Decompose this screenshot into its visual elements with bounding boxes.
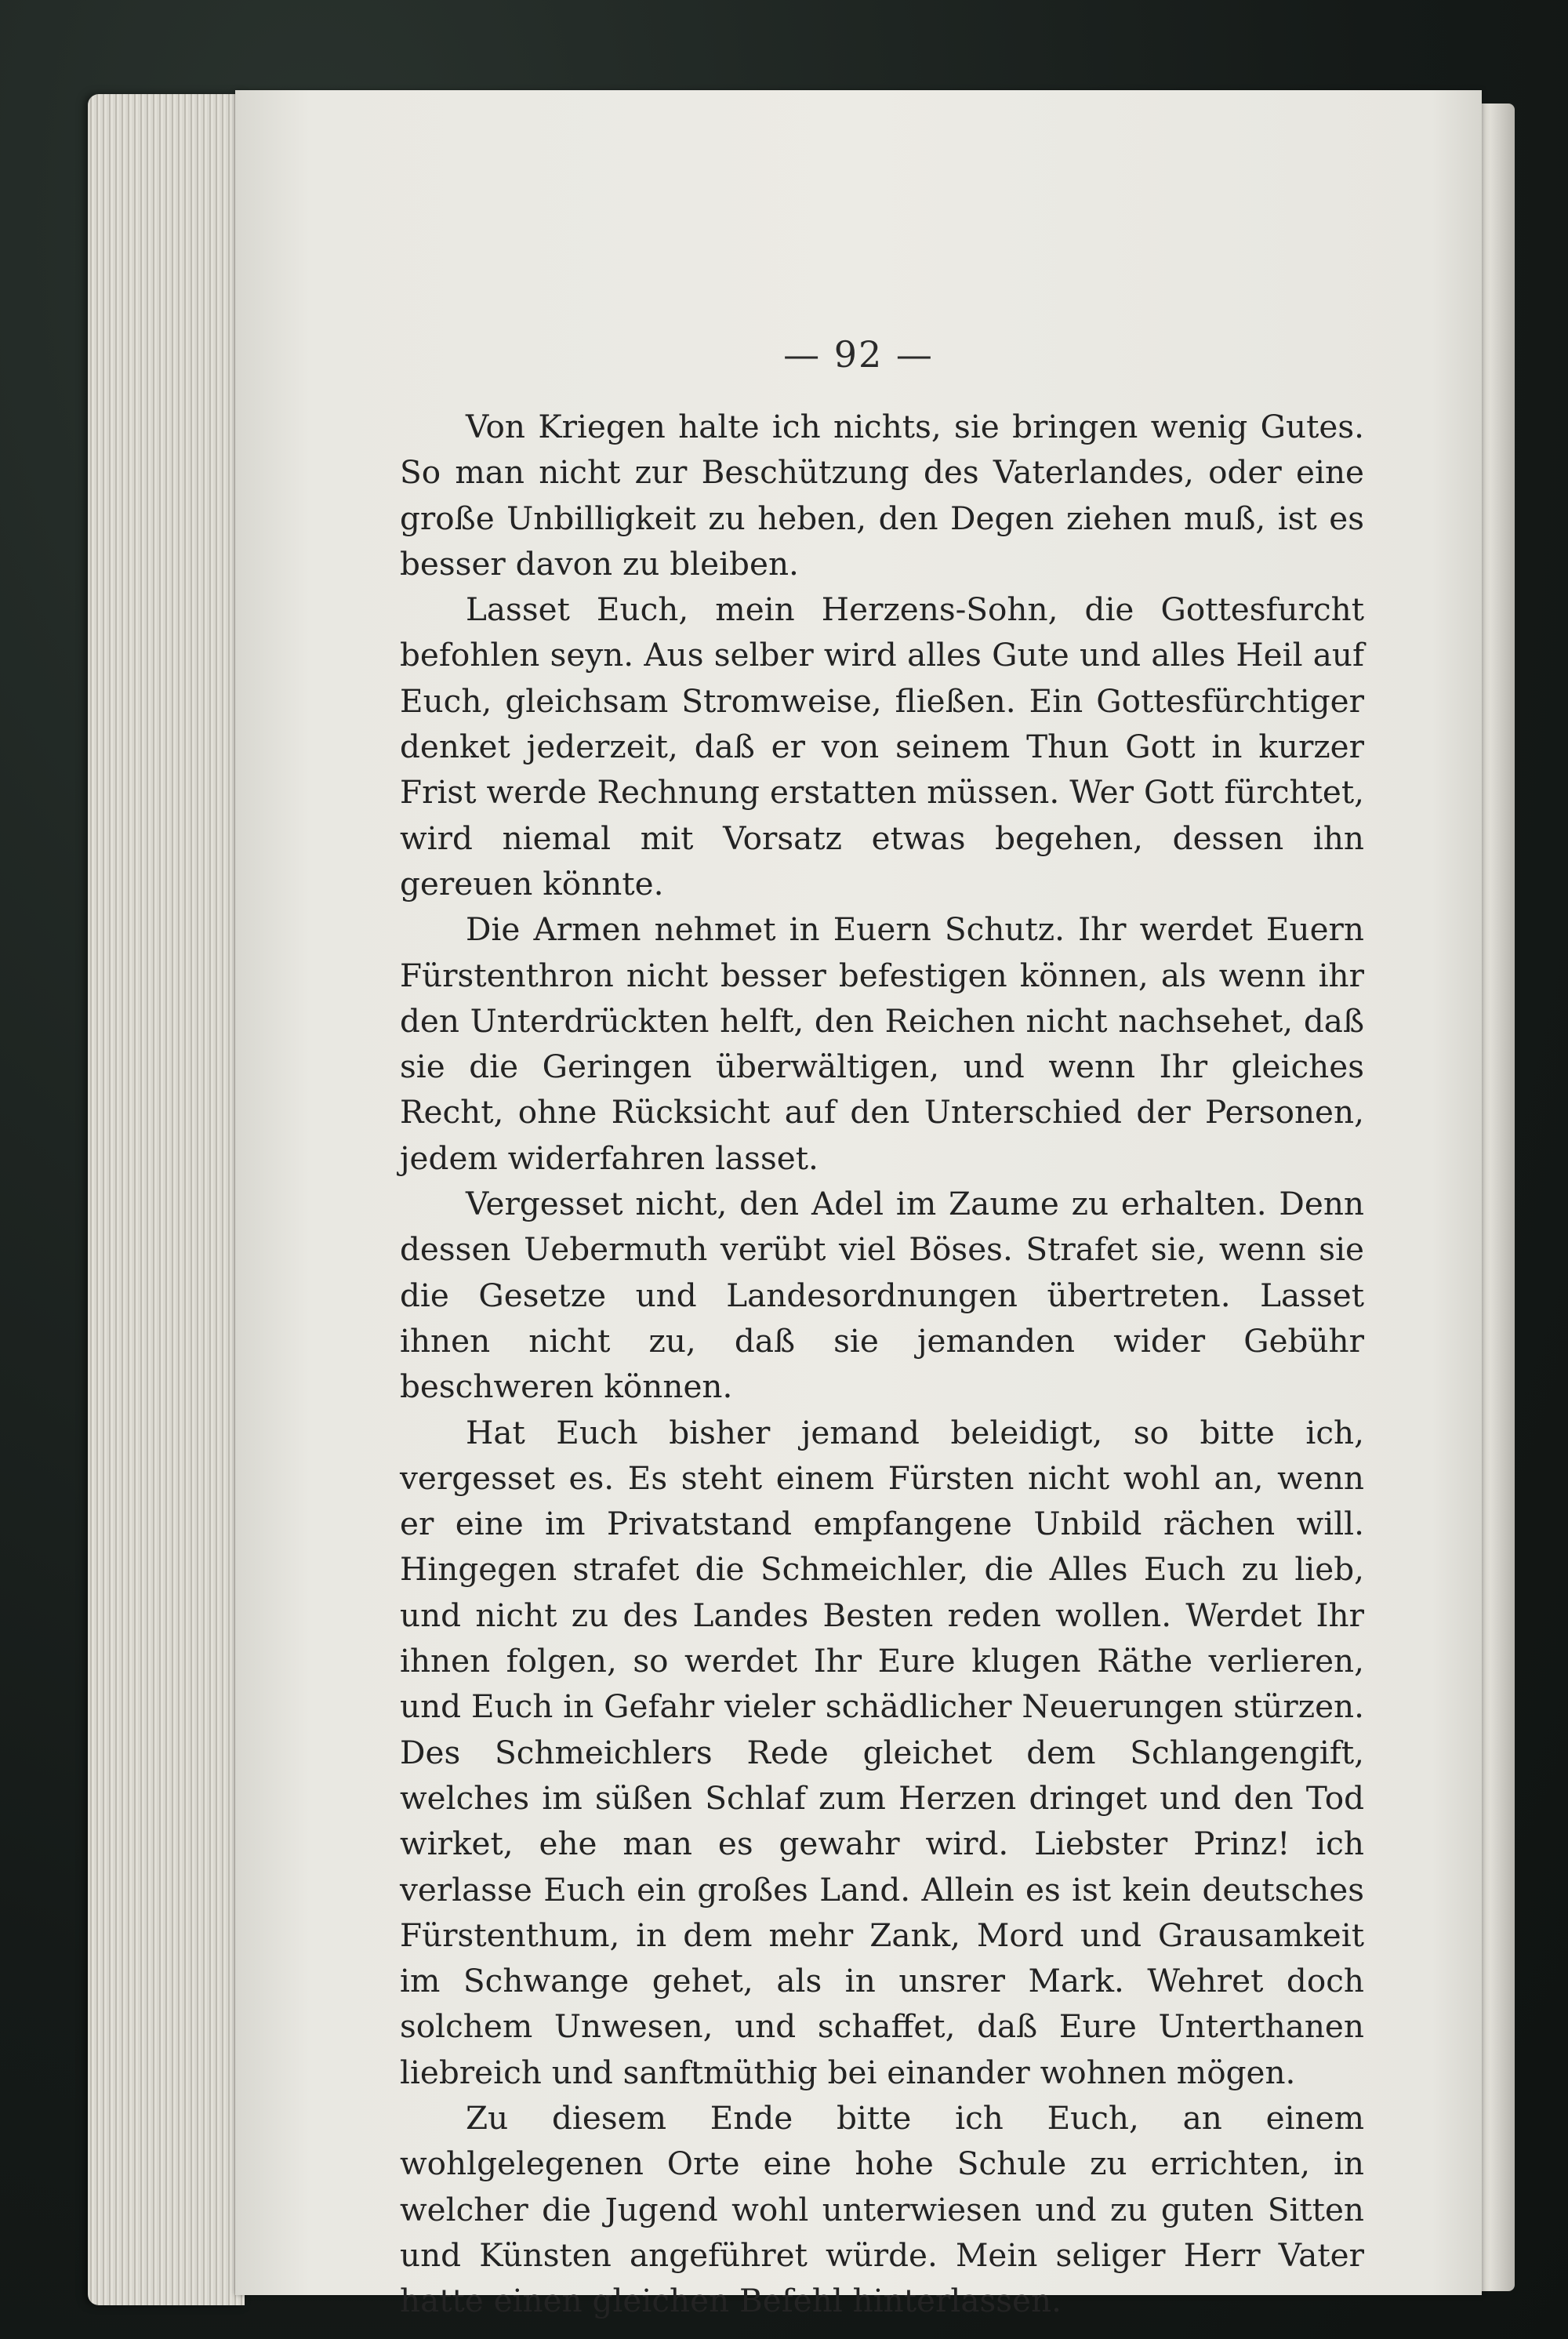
paragraph: Die Armen nehmet in Euern Schutz. Ihr werdet Euern Fürstenthron nicht besser befestigen können, als wenn ihr den Unterdrückten helft, den Reichen nicht nachsehet, daß sie die Geringen überwältigen, und wenn Ihr gleiches Recht, ohne Rücksicht auf den Unterschied der Personen, jedem widerfahren lasset. [400,910,1364,1177]
paragraph: Lasset Euch, mein Herzens-Sohn, die Gottesfurcht befohlen seyn. Aus selber wird alles Gute und alles Heil auf Euch, gleichsam Stromweise, fließen. Ein Gottesfürchtiger denket jederzeit, daß er von seinem Thun Gott in kurzer Frist werde Rechnung erstatten müssen. Wer Gott fürchtet, wird niemal mit Vorsatz etwas begehen, dessen ihn gereuen könnte. [400,590,1364,903]
paragraph: Von Kriegen halte ich nichts, sie bringen wenig Gutes. So man nicht zur Beschützung des Vaterlandes, oder eine große Unbilligkeit zu heben, den Degen ziehen muß, ist es besser davon zu bleiben. [400,408,1364,583]
paragraph: Zu diesem Ende bitte ich Euch, an einem wohlgelegenen Orte eine hohe Schule zu errichten, in welcher die Jugend wohl unterwiesen und zu guten Sitten und Künsten angeführet würde. Mein seliger Herr Vater hatte einen gleichen Befehl hinterlassen. [400,2098,1364,2320]
page-number: — 92 — [783,333,934,376]
paragraph: Hat Euch bisher jemand beleidigt, so bitte ich, vergesset es. Es steht einem Fürsten nicht wohl an, wenn er eine im Privatstand empfangene Unbild rächen will. Hingegen strafet die Schmeichler, die Alles Euch zu lieb, und nicht zu des Landes Besten reden wollen. Werdet Ihr ihnen folgen, so werdet Ihr Eure klugen Räthe verlieren, und Euch in Gefahr vieler schädlicher Neuerungen stürzen. Des Schmeichlers Rede gleichet dem Schlangengift, welches im süßen Schlaf zum Herzen dringet und den Tod wirket, ehe man es gewahr wird. Liebster Prinz! ich verlasse Euch ein großes Land. Allein es ist kein deutsches Fürstenthum, in dem mehr Zank, Mord und Grausamkeit im Schwange gehet, als in unsrer Mark. Wehret doch solchem Unwesen, und schaffet, daß Eure Unterthanen liebreich und sanftmüthig bei einander wohnen mögen. [400,1413,1364,2091]
page-text [400,404,1364,2323]
book-page [235,90,1482,2320]
paragraph: Vergesset nicht, den Adel im Zaume zu erhalten. Denn dessen Uebermuth verübt viel Böses. Strafet sie, wenn sie die Gesetze und Landesordnungen übertreten. Lasset ihnen nicht zu, daß sie jemanden wider Gebühr beschweren können. [400,1185,1364,1406]
page-edges-left [88,94,245,2305]
